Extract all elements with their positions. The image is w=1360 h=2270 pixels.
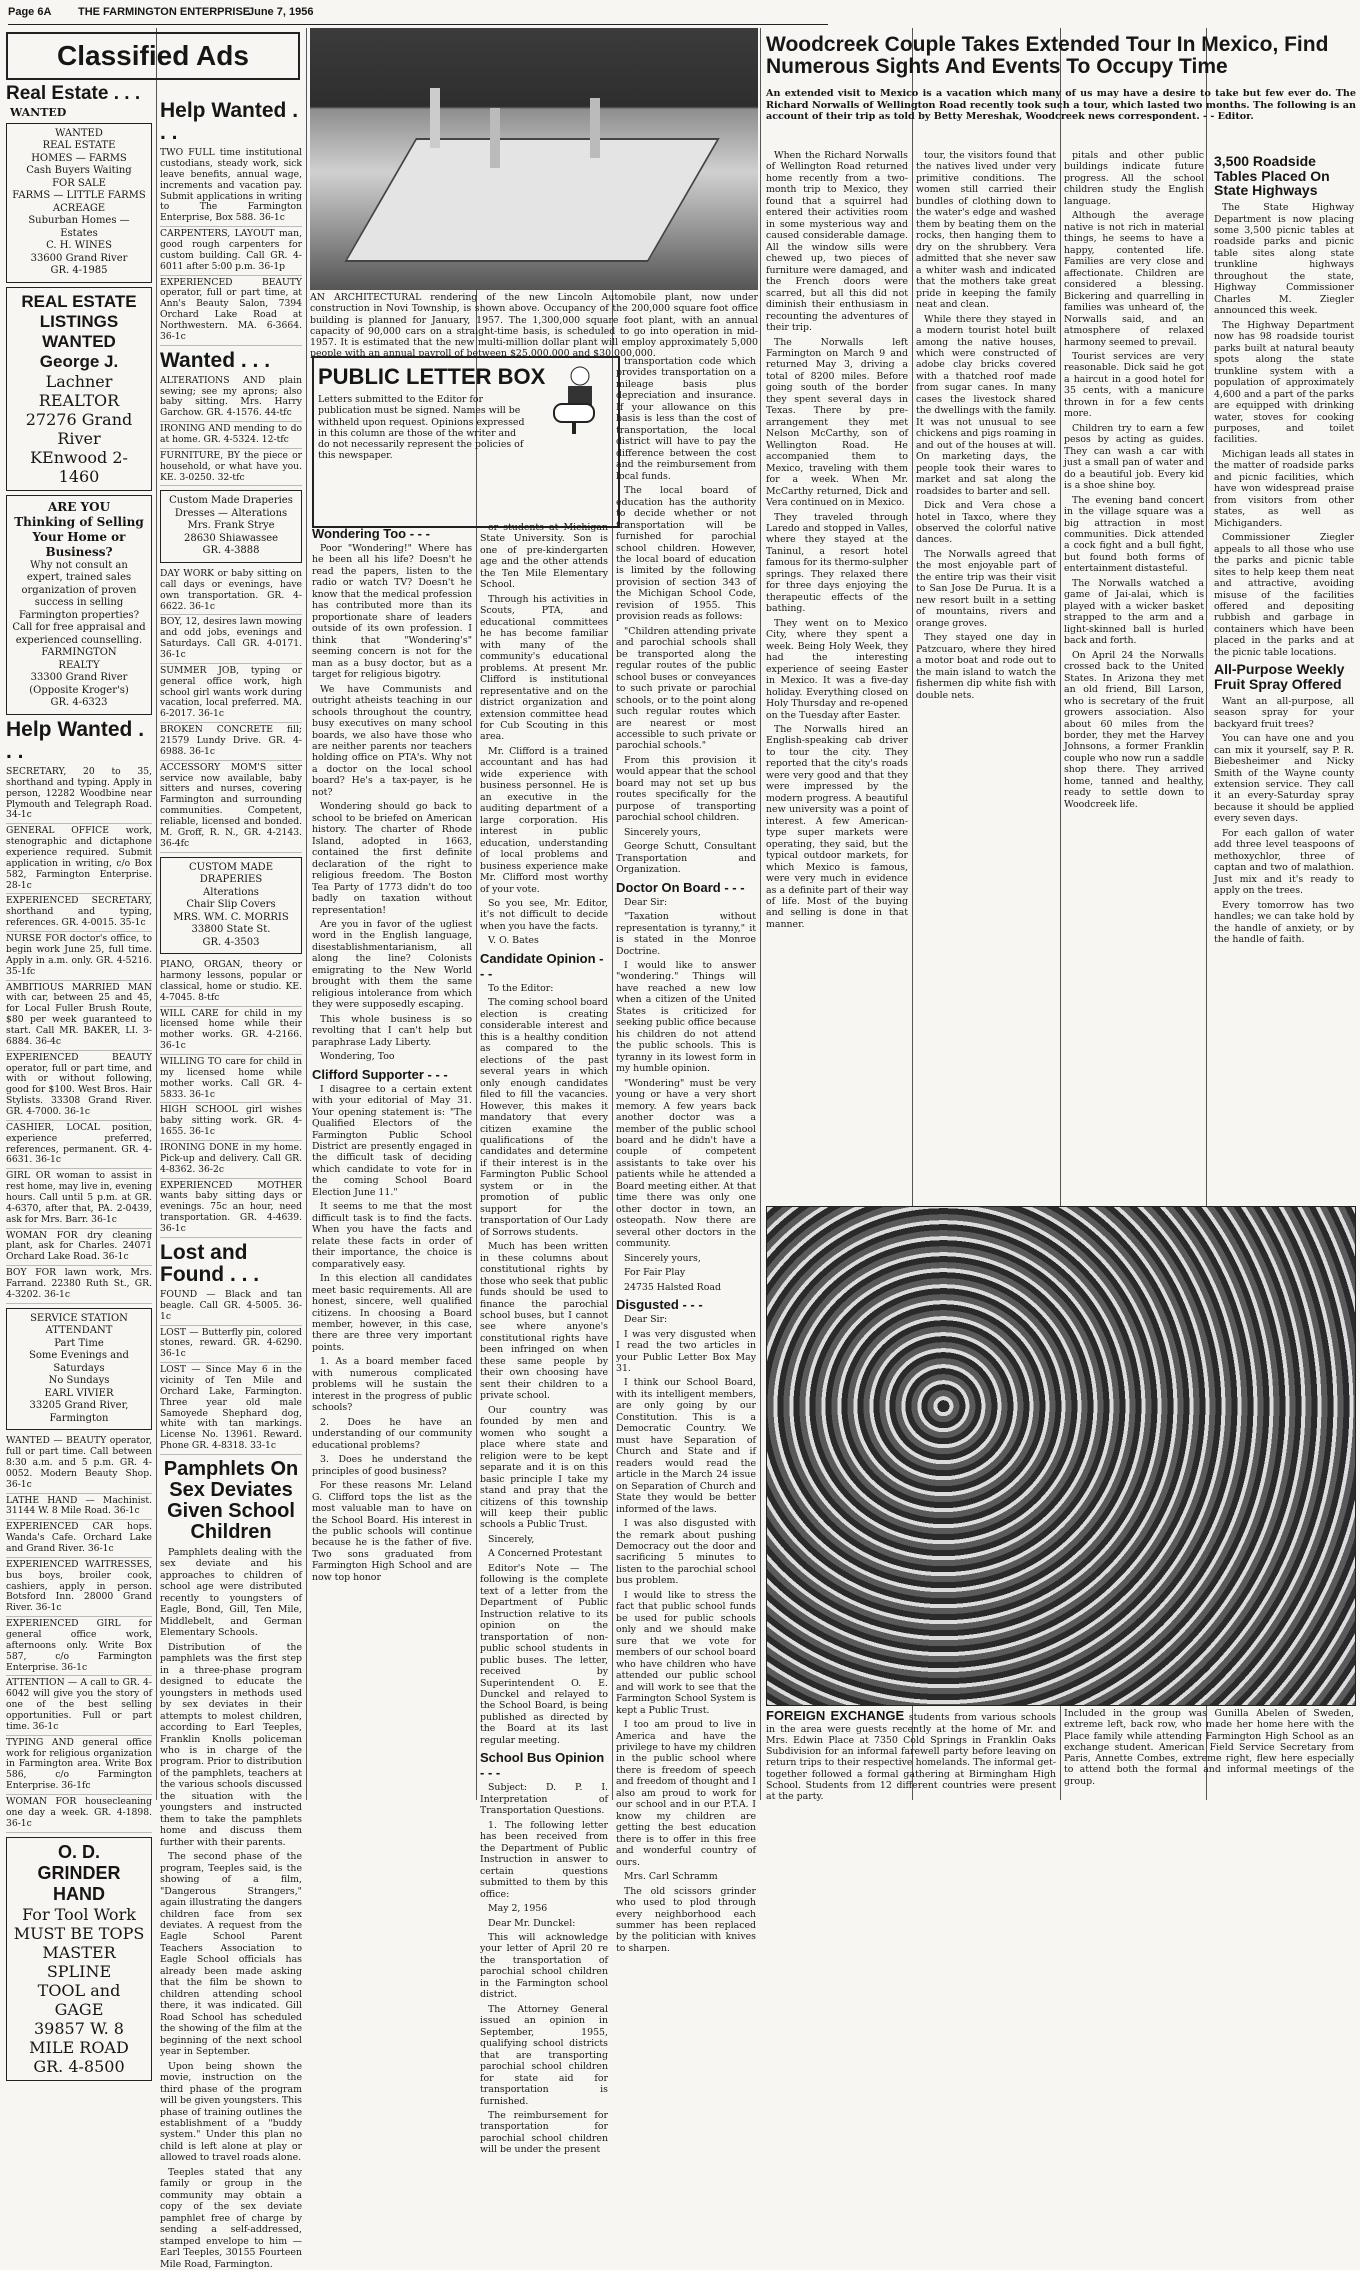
classified-ad: HIGH SCHOOL girl wishes baby sitting work. GR. 4-1655. 36-1c	[160, 1103, 302, 1141]
classified-ad: TYPING AND general office work for religious organization in Farmington area. Write Box 586, c/o Farmington Enterprise. 36-1fc	[6, 1736, 152, 1795]
ad-line: Mrs. Frank Stryе	[187, 520, 275, 532]
paragraph: "Children attending private and parochial schools shall be transported along the regular routes of the public school buses or conveyances to such private or parochial schools, or to the point along such regular routes which are nearest or most accessible to such private or parochial schools."	[616, 625, 756, 752]
paragraph: Dick and Vera chose a hotel in Taxco, where they observed the colorful native dances.	[916, 500, 1056, 546]
ad-line: 28630 Shiawassee	[183, 532, 279, 544]
paragraph: transportation code which provides transportation on a mileage basis plus depreciation and insurance. If your allowance on this basis is less than the cost of transportation, the local district will have to pay the difference between the cost and the reimbursement from local funds.	[616, 356, 756, 482]
mailbox-icon	[546, 364, 612, 434]
paragraph: Sincerely yours,	[624, 1252, 701, 1264]
classified-ad: ACCESSORY MOM'S sitter service now available, baby sitters and nurses, covering Farmington and surrounding communities. Competent, reliable, licensed and bonded. M. Groff, R. N., GR. 4-2143. 36-4fc	[160, 761, 302, 853]
issue-date: June 7, 1956	[248, 6, 314, 18]
classified-ad: LOST — Since May 6 in the vicinity of Ten Mile and Orchard Lake, Farmington. Three year old male Samoyede Shephard dog, white with tan markings. License No. 13961. Reward. Phone GR. 4-8318. 33-1c	[160, 1363, 302, 1455]
ad-line: Part Time	[54, 1337, 104, 1349]
paragraph: I was very disgusted when I read the two articles in your Public Letter Box May 31.	[616, 1328, 756, 1374]
help-wanted-list-left-2	[6, 1434, 152, 1832]
paragraph: The Attorney General issued an opinion in September, 1955, qualifying school districts that are transporting parochial school children for state aid for transportation is furnished.	[480, 2003, 608, 2107]
classified-ad: EXPERIENCED BEAUTY operator, full or part time, at Ann's Beauty Salon, 7394 Orchard Lake Road at Northwestern. MA. 6-3664. 36-1c	[160, 276, 302, 346]
paragraph: Want an all-purpose, all season spray for your backyard fruit trees?	[1214, 695, 1354, 730]
ad-line: FARMINGTON	[41, 647, 117, 659]
clifford-body	[312, 1084, 472, 1584]
paragraph: To the Editor:	[488, 982, 554, 994]
paragraph: V. O. Bates	[488, 935, 539, 947]
bus-title: School Bus Opinion - - -	[480, 1750, 605, 1781]
ad-line: SERVICE STATION	[30, 1312, 128, 1324]
paragraph: The Norwalls watched a game of Jai-alai, which is played with a wicker basket strapped to the arm and a light-skinned ball is hurled back and forth.	[1064, 577, 1204, 647]
classified-ad: EXPERIENCED GIRL for general office work, afternoons only. Write Box 587, c/o Farmington Enterprise. 36-1c	[6, 1617, 152, 1676]
help-wanted-header-left: Help Wanted . . .	[6, 717, 145, 763]
paragraph: I too am proud to live in America and have the privilege to have my children in the public school where there is freedom of speech and freedom of thought and I also am proud to work for our school and in our P.T.A. I know my children are getting the best education there is to offer in this free and wonderful country of ours.	[616, 1719, 756, 1868]
classified-ad: NURSE FOR doctor's office, to begin work June 25, full time. Apply in a.m. only. GR. 4-5216. 35-1fc	[6, 932, 152, 980]
ad-line: REAL ESTATE	[42, 140, 116, 152]
classified-ad: IRONING DONE in my home. Pick-up and delivery. Call GR. 4-8362. 36-2c	[160, 1141, 302, 1179]
doctor-body	[616, 897, 756, 1293]
paper-name: THE FARMINGTON ENTERPRISE	[78, 6, 251, 18]
paragraph: The evening band concert in the village square was a big attraction in most communities. Dick attended a cock fight and a bull fight, but found both forms of entertainment distasteful.	[1064, 494, 1204, 575]
doctor-title: Doctor On Board - - -	[616, 879, 745, 895]
ad-line: 39857 W. 8 MILE ROAD	[29, 2018, 129, 2057]
classified-ad: ATTENTION — A call to GR. 4-6042 will give you the story of one of the best selling opportunities. Full or part time. 36-1c	[6, 1676, 152, 1735]
paragraph: Editor's Note — The following is the complete text of a letter from the Department of Public Instruction relative to its opinion on the transportation of non-public school students in public buses. The letter, received by Superintendent O. E. Dunckel and relayed to the School Board, is being published as directed by the Board at its last regular meeting.	[480, 1562, 608, 1746]
morris-draperies-ad	[160, 857, 302, 955]
ad-line: For Tool Work	[22, 1904, 136, 1924]
ad-line: 33600 Grand River	[30, 252, 128, 264]
ad-line: REALTY	[58, 659, 100, 671]
foreign-exchange-caption-1	[766, 1708, 1056, 1803]
paragraph: 2. Does he have an understanding of our community educational problems?	[312, 1416, 472, 1451]
paragraph: I would like to stress the fact that public school funds be used for public schools only and we should make sure that we vote for members of our school board who have children who have attended our public school and will work to see that the Farmington School System is kept a Public Trust.	[616, 1589, 756, 1716]
help-wanted-header-right: Help Wanted . . .	[160, 99, 299, 145]
paragraph: A Concerned Protestant	[488, 1548, 603, 1560]
classified-ad: EXPERIENCED SECRETARY, shorthand and typing, references. GR. 4-0015. 35-1c	[6, 894, 152, 932]
paragraph: They stayed one day in Patzcuaro, where they hired a motor boat and rode out to the main island to watch the fishermen dip white fish with double nets.	[916, 632, 1056, 701]
wanted-list-3	[160, 958, 302, 1238]
classified-ad: SUMMER JOB, typing or general office work, high school girl wants work during vacation, local preferred. MA. 6-2017. 36-1c	[160, 664, 302, 723]
paragraph: The coming school board election is creating considerable interest and this is a healthy condition as compared to the elections of the past several years in which only enough candidates filed to fill the vacancies. However, this makes it mandatory that every citizen examine the qualifications of the candidates and determine if their interest is in the Farmington Public School system or in the promotion of public support for the transportation of Our Lady of Sorrows students.	[480, 997, 608, 1238]
foreign-exchange-caption-2: Included in the group was Gunilla Abelen of Sweden, extreme left, back row, who made her home here with the Place family while attending Farmington High School as an exchange student. American Field Service Secretary from Paris, Annette Combes, extreme right, flew here especially to attend both the formal and informal meetings of the group.	[1064, 1708, 1354, 1787]
paragraph: For these reasons Mr. Leland G. Clifford tops the list as the most valuable man to have on the School Board. His interest in the public schools will continue because he is the father of five. Two sons graduated from Farmington High School and are now top honor	[312, 1480, 472, 1583]
classified-ad: TWO FULL time institutional custodians, steady work, sick leave benefits, annual wage, increments and vacation pay. Submit applications in writing to The Farmington Enterprise, Box 588. 36-1c	[160, 146, 302, 227]
classified-ad: FURNITURE, BY the piece or household, or what have you. KE. 3-0250. 32-tfc	[160, 449, 302, 487]
ad-line: 33800 State St.	[191, 924, 271, 936]
page-number: Page 6A	[8, 6, 52, 18]
wines-ad	[6, 123, 152, 283]
paragraph: The State Highway Department is now placing some 3,500 picnic tables at roadside parks and picnic table sites along state trunkline highways throughout the state, Highway Commissioner Charles M. Ziegler announced this week.	[1214, 202, 1354, 317]
ad-line: Cash Buyers Waiting	[26, 165, 132, 177]
woodcreek-col-2	[916, 150, 1056, 1200]
ad-line: Lachner	[45, 371, 113, 391]
ad-line: Suburban Homes — Estates	[28, 215, 130, 239]
paragraph: I think our School Board, with its intelligent members, are only going by our Constitution. This is a Democratic Country. We must have Separation of Church and State and if readers would read the article in the March 24 issue on Separation of Church and State they would be better informed of the laws.	[616, 1377, 756, 1515]
letter-box-title: PUBLIC LETTER BOX	[318, 364, 546, 389]
classified-title: Classified Ads	[6, 32, 300, 80]
paragraph: The local board of education has the authority to decide whether or not transportation will be furnished for parochial school children. However, the local board of education is limited by the following provision of section 343 of the Michigan School Code, revision of 1955. This provision reads as follows:	[616, 485, 756, 623]
wanted-list-2	[160, 567, 302, 853]
ad-line: Thinking of Selling	[14, 514, 144, 529]
paragraph: In this election all candidates meet basic requirements. All are honest, sincere, well qualified citizens. In choosing a Board member, however, in this case, there are three very important points.	[312, 1273, 472, 1353]
wanted-header: Wanted . . .	[160, 348, 271, 372]
paragraph: The second phase of the program, Teeples said, is the showing of a film, "Dangerous Strangers," again illustrating the dangers children face from sex deviates. A request from the Eagle School Parent Teachers Association to Eagle School officials has already been made asking that the film be shown to children attending school there, it was indicated. Gill Road School has scheduled the showing of the film at the beginning of the next school year in September.	[160, 1851, 302, 2058]
help-wanted-list-right	[160, 146, 302, 346]
bus-body	[480, 1782, 608, 2156]
paragraph: From this provision it would appear that the school board may not set up bus routes specifically for the purpose of transporting parochial school children.	[616, 754, 756, 824]
strye-draperies-ad	[160, 490, 302, 563]
paragraph: Wondering should go back to school to be briefed on American history. The charter of Rhode Island, adopted in 1663, contained the first definite declaration of the right to religious freedom. The Boston Tea Party of 1773 didn't do too badly on taxation without representation!	[312, 801, 472, 916]
ad-line: GR. 4-3503	[202, 936, 260, 948]
classified-ad: WILL CARE for child in my licensed home while their mother works. GR. 4-2166. 36-1c	[160, 1007, 302, 1055]
ad-line: WANTED	[55, 127, 103, 139]
letters-column-3	[616, 356, 756, 1954]
paragraph: On April 24 the Norwalls crossed back to the United States. In Arizona they met an old friend, Bill Larson, who is secretary of the fruit growers association. Also about 60 miles from the border, they met the Harvey Johnsons, a former Franklin couple who now run a saddle shop there. They arrived home, tanned and healthy, ready to settle down to Woodcreek life.	[1064, 649, 1204, 810]
paragraph: pitals and other public buildings indicate future progress. All the school children study the English language.	[1064, 150, 1204, 207]
paragraph: Upon being shown the movie, instruction on the third phase of the program will be given youngsters. This phase of training outlines the establishment of a "buddy system." Under this plan no child is left alone at play or allowed to travel roads alone.	[160, 2060, 302, 2164]
paragraph: 3. Does he understand the principles of good business?	[312, 1454, 472, 1477]
classified-ad: CARPENTERS, LAYOUT man, good rough carpenters for custom building. Call GR. 4-6011 after 5:00 p.m. 36-1p	[160, 227, 302, 275]
ad-line: LISTINGS	[39, 311, 119, 331]
ad-line: HOMES — FARMS	[31, 152, 127, 164]
ad-line: 33205 Grand River, Farmington	[29, 1400, 129, 1424]
classified-ad: ALTERATIONS AND plain sewing; see my aprons; also baby sitting. Mrs. Harry Garchow. GR. 4-1576. 44-tfc	[160, 374, 302, 422]
classified-ad: WANTED — BEAUTY operator, full or part time. Call between 8:30 a.m. and 5 p.m. GR. 4-0052. Modern Beauty Shop. 36-1c	[6, 1434, 152, 1493]
paragraph: Children try to earn a few pesos by acting as guides. They can wash a car with just a small pan of water and do a beautiful job. Every kid is a shoe shine boy.	[1064, 422, 1204, 492]
paragraph: May 2, 1956	[488, 1903, 548, 1915]
ad-line: O. D.	[57, 1841, 100, 1862]
paragraph: Sincerely yours,	[624, 826, 701, 838]
ad-line: GR. 4-8500	[33, 2056, 125, 2076]
ad-line: George J.	[39, 351, 119, 371]
service-station-ad	[6, 1308, 152, 1431]
paragraph: Subject: D. P. I. Interpretation of Transportation Questions.	[480, 1782, 608, 1817]
grinder-ad	[6, 1837, 152, 2081]
candidate-body	[480, 983, 608, 1746]
ad-line: Some Evenings and Saturdays	[29, 1350, 129, 1374]
paragraph: It seems to me that the most difficult task is to find the facts. When you have the facts and relate these facts in order of their importance, the choice is comparatively easy.	[312, 1201, 472, 1270]
ad-line: MUST BE TOPS	[13, 1923, 145, 1943]
paragraph: "Wondering" must be very young or have a very short memory. A few years back another doctor was a member of the public school board and he didn't have a couple of competent assistants to take over his patients while he attended a Board meeting either. At that time there was only one other doctor in town, an osteopath. Now there are several other doctors in the community.	[616, 1077, 756, 1250]
paragraph: Every tomorrow has two handles; we can take hold by the handle of anxiety, or by the handle of faith.	[1214, 899, 1354, 946]
paragraph: While there they stayed in a modern tourist hotel built among the native houses, which were constructed of adobe clay bricks covered with a thatched roof made from sugar canes. In many cases the livestock shared the dwellings with the family. It was not unusual to see chickens and pigs roaming in and out of the houses at will. On marketing days, the people took their wares to market and sat along the roadsides to barter and sell.	[916, 313, 1056, 497]
paragraph: Dear Sir:	[624, 896, 668, 908]
roadside-headline: 3,500 Roadside Tables Placed On State Highways	[1214, 153, 1330, 199]
paragraph: Poor "Wondering!" Where has he been all his life? Doesn't he read the papers, listen to the radio or watch TV? Doesn't he know that the medical profession has contributed more than its proportionate share of leaders outside of its own profession. I think that "Wondering's" seeming concern is not for the man as a busy doctor, but as a target for religious bigotry.	[312, 543, 472, 681]
paragraph: For Fair Play	[624, 1267, 686, 1279]
woodcreek-col-1	[766, 150, 908, 1200]
lachner-ad	[6, 287, 152, 491]
paragraph: Commissioner Ziegler appeals to all those who use the parks and picnic table sites to help keep them neat and attractive, avoiding misuse of the facilities offered and depositing rubbish and garbage in containers which have been placed in the parks and at the picnic table locations.	[1214, 532, 1354, 658]
pamphlets-headline: Pamphlets On Sex Deviates Given School Children	[163, 1458, 299, 1543]
paragraph: George Schutt, Consultant Transportation and Organization.	[616, 841, 756, 876]
paragraph: You can have one and you can mix it yourself, say P. R. Biebesheimer and Nicky Smith of the Wayne county extension service. They call it an every-Saturday spray because it should be applied every seven days.	[1214, 733, 1354, 825]
paragraph: For each gallon of water add three level teaspoons of methoxychlor, three of captan and two of malathion. Just mix and it's ready to apply on the trees.	[1214, 827, 1354, 897]
ad-line: TOOL and GAGE	[37, 1980, 121, 2019]
ad-line: MRS. WM. C. MORRIS	[173, 911, 289, 923]
ad-line: REAL ESTATE	[21, 291, 137, 311]
ad-line: 27276 Grand River	[25, 409, 133, 448]
classified-ad: WILLING TO care for child in my licensed home while mother works. Call GR. 4-5833. 36-1c	[160, 1055, 302, 1103]
ad-line: FOR SALE	[52, 177, 106, 189]
classified-ad: LATHE HAND — Machinist. 31144 W. 8 Mile Road. 36-1c	[6, 1494, 152, 1521]
help-wanted-list-left	[6, 765, 152, 1304]
classified-ad: SECRETARY, 20 to 35, shorthand and typing. Apply in person, 12282 Woodbine near Plymouth and Telegraph Road. 34-1c	[6, 765, 152, 824]
classified-ad: GENERAL OFFICE work, stenographic and dictaphone experience required. Submit application in writing, c/o Box 582, Farmington Enterprise. 28-1c	[6, 824, 152, 894]
ad-line: GR. 4-6323	[50, 697, 108, 709]
paragraph: Although the average native is not rich in material things, he seems to have a happy, contented life. Families are very close and affectionate. Children are considered a blessing. Bickering and quarrelling in families was unheard of, the Norwalls said, and an atmosphere of relaxed harmony seemed to prevail.	[1064, 210, 1204, 348]
wondering-title: Wondering Too - - -	[312, 526, 430, 541]
paragraph: The reimbursement for transportation for parochial school children will be under the present	[480, 2110, 608, 2156]
ad-line: Alterations	[203, 886, 259, 898]
paragraph: Mr. Clifford is a trained accountant and has had wide experience with business personnel. He is an executive in the auditing department of a large corporation. His interest in public education, understanding of local problems and business experience make Mr. Clifford most worthy of your vote.	[480, 745, 608, 895]
classified-ad: BOY FOR lawn work, Mrs. Farrand. 22380 Ruth St., GR. 4-3202. 36-1c	[6, 1266, 152, 1304]
ad-line: WANTED	[42, 331, 116, 351]
paragraph: 24735 Halsted Road	[624, 1281, 721, 1293]
wanted-list	[160, 374, 302, 487]
paragraph: Distribution of the pamphlets was the first step in a three-phase program designed to educate the youngsters in methods used by sex deviates in their attempts to molest children, according to Earl Teeples, Franklin Knolls policeman who is in charge of the program. Prior to distribution of the pamphlets, teachers at the various schools discussed the situation with the youngsters and instructed them to take the pamphlets home and discuss them further with their parents.	[160, 1641, 302, 1848]
classified-ad: CASHIER, LOCAL position, experience preferred, references, permanent. GR. 4-6631. 36-1c	[6, 1121, 152, 1169]
paragraph: 1. As a board member faced with numerous complicated problems will he sustain the interest in the progress of public schools?	[312, 1356, 472, 1414]
woodcreek-intro: An extended visit to Mexico is a vacation which many of us may have a desire to take but few ever do. The Richard Norwalls of Wellington Road recently took such a tour, which lasted two months. The following is an account of their trip as told by Betty Mereshak, Woodcreek news correspondent. - - Editor.	[766, 88, 1356, 123]
students-body	[480, 522, 608, 947]
ad-line: FARMS — LITTLE FARMS	[12, 190, 146, 202]
paragraph: Dear Mr. Dunckel:	[488, 1917, 576, 1929]
ad-line: Custom Made Draperies	[169, 495, 293, 507]
paragraph: I would like to answer "wondering." Things will have reached a new low when a citizen of the United States is criticized for seeking public office because his children do not attend the public schools. This is tyranny in its lowest form in my humble opinion.	[616, 959, 756, 1075]
architectural-caption: AN ARCHITECTURAL rendering of the new Lincoln Automobile plant, now under construction in Novi Township, is shown above. Occupancy of the 200,000 square foot office building is planned for January, 1957. The 1,300,000 square foot plant, with an annual capacity of 90,000 cars on a straight-time basis, is scheduled to go into operation in mid-1957. It is estimated that the new multi-million dollar plant will employ approximately 5,000 people with an annual payroll of between $25,000,000 and $30,000,000.	[310, 292, 758, 360]
pamphlets-body	[160, 1547, 302, 2270]
classified-ad: EXPERIENCED BEAUTY operator, full or part time, and with or without following, good for $100. West Bros. Hair Stylists. 33308 Grand River. GR. 4-7000. 36-1c	[6, 1051, 152, 1121]
paragraph: Our country was founded by men and women who sought a place where state and religion were to be kept separate and it is on this basic principle I take my stand and pray that the citizens of this township will keep their public schools a Public Trust.	[480, 1404, 608, 1531]
paragraph: Dear Sir:	[624, 1314, 668, 1326]
ad-line: GR. 4-3888	[202, 545, 260, 557]
paragraph: I was also disgusted with the remark about pushing Democracy out the door and sacrificing 5 minutes to listen to the parochial school bus problem.	[616, 1518, 756, 1587]
ad-line: HAND	[53, 1883, 105, 1904]
classified-ad: BOY, 12, desires lawn mowing and odd jobs, evenings and Saturdays. Call GR. 4-0171. 36-1c	[160, 615, 302, 663]
ad-line: (Opposite Kroger's)	[29, 684, 129, 696]
classified-ad: EXPERIENCED CAR hops. Wanda's Cafe. Orchard Lake and Grand River. 36-1c	[6, 1520, 152, 1558]
classified-ad: DAY WORK or baby sitting on call days or evenings, have own transportation. GR. 4-6622. 36-1c	[160, 567, 302, 615]
paragraph: We have Communists and outright atheists teaching in our schools throughout the country, busy executives on many school boards, we also have those who are neither parents nor teachers holding office on PTA's. Why not a doctor on the local school board? He's a tax-payer, is he not?	[312, 683, 472, 798]
ad-line: 33300 Grand River	[30, 672, 128, 684]
paragraph: Teeples stated that any family or group in the community may obtain a copy of the sex deviate pamphlet free of charge by sending a self-addressed, stamped envelope to him — Earl Teeples, 30155 Fourteen Mile Road, Farmington.	[160, 2166, 302, 2270]
public-letter-box	[312, 356, 620, 528]
paragraph: They went on to Mexico City, where they spent a week. Being Holy Week, they had the interesting experience of seeing Easter in Mexico. It was a five-day holiday. Everything closed on Holy Thursday and re-opened on the Tuesday after Easter.	[766, 617, 908, 721]
foreign-caption-bold: FOREIGN EXCHANGE	[766, 1708, 905, 1723]
fruitspray-headline: All-Purpose Weekly Fruit Spray Offered	[1214, 661, 1345, 693]
paragraph: Tourist services are very reasonable. Dick said he got a haircut in a good hotel for 35 cents, with a manicure thrown in for a few cents more.	[1064, 350, 1204, 420]
classified-ad: EXPERIENCED WAITRESSES, bus boys, broiler cook, cashiers, apply in person. Botsford Inn. 28000 Grand River. 36-1c	[6, 1558, 152, 1617]
paragraph: Pamphlets dealing with the sex deviate and his approaches to children of school age were distributed recently to youngsters of Eagle, Bond, Gill, Ten Mile, Middlebelt, and German Elementary Schools.	[160, 1547, 302, 1639]
classified-ad: FOUND — Black and tan beagle. Call GR. 4-5005. 36-1c	[160, 1288, 302, 1326]
letters-column-2	[480, 522, 608, 2156]
ad-line: ATTENDANT	[45, 1325, 113, 1337]
paragraph: Wondering, Too	[320, 1051, 395, 1063]
classified-ad: WOMAN FOR dry cleaning plant, ask for Charles. 24071 Orchard Lake Road. 36-1c	[6, 1229, 152, 1267]
ad-line: No Sundays	[48, 1375, 110, 1387]
classified-ad: EXPERIENCED MOTHER wants baby sitting days or evenings. 75c an hour, need transportation. GR. 4-4639. 36-1c	[160, 1179, 302, 1238]
real-estate-header: Real Estate . . .	[6, 83, 141, 104]
ad-line: Your Home or	[32, 529, 126, 544]
candidate-title: Candidate Opinion - - -	[480, 950, 604, 981]
classified-ad: WOMAN FOR housecleaning one day a week. GR. 4-1898. 36-1c	[6, 1795, 152, 1833]
classified-ad: AMBITIOUS MARRIED MAN with car, between 25 and 45, for Local Fuller Brush Route, $80 per week guaranteed to start. Call MR. BAKER, LI. 3-6884. 36-4c	[6, 981, 152, 1051]
ad-line: Chair Slip Covers	[186, 899, 276, 911]
ad-line: ACREAGE	[52, 202, 106, 214]
foreign-caption-text: students from various schools in the area were guests recently at the home of Mr. and Mrs. Edwin Place at 7350 Cold Springs in Franklin Oaks Subdivision for an informal farewell party before leaving on return trips to their respective homelands. The informal get-together followed a formal gathering at Birmingham High School. Students from 12 different countries were present at the party.	[766, 1712, 1057, 1803]
paragraph: "Taxation without representation is tyranny," it is stated in the Monroe Doctrine.	[616, 911, 756, 957]
lost-found-header: Lost and Found . . .	[160, 1240, 260, 1286]
classified-column-2	[160, 96, 302, 2270]
real-estate-sub: WANTED	[10, 105, 67, 119]
foreign-exchange-photo	[766, 1206, 1356, 1706]
ad-line: REALTOR	[38, 390, 120, 410]
classified-ad: LOST — Butterfly pin, colored stones, reward. GR. 4-6290. 36-1c	[160, 1326, 302, 1364]
masthead	[8, 6, 828, 25]
paragraph: The Norwalls left Farmington on March 9 and returned May 3, driving a total of 8200 miles. Before going south of the border they spent several days in Texas. There by pre-arrangement they met Nelson McCarthy, son of Wellington Road. He accompanied them to Mexico, traveling with them for a week. When Mr. McCarthy returned, Dick and Vera continued on in Mexico.	[766, 336, 908, 509]
letter-box-intro: Letters submitted to the Editor for publication must be signed. Names will be withheld upon request. Opinions expressed in this column are those of the writer and do not necessarily represent the policies of this newspaper.	[318, 394, 525, 462]
ad-line: GR. 4-1985	[50, 265, 108, 277]
paragraph: Much has been written in these columns about constitutional rights by those who seek that public funds should be used to finance the parochial school buses, but I cannot see where anyone's constitutional rights have been infringed on when these same people by their own choosing have sent their children to a private school.	[480, 1241, 608, 1402]
paragraph: Through his activities in Scouts, PTA, and educational committees he has become familiar with many of the community's educational problems. At present Mr. Clifford is institutional representative and on the district organization and extension committee head for Cub Scouting in this area.	[480, 593, 608, 743]
ad-line: MASTER SPLINE	[42, 1942, 116, 1981]
paragraph: The Highway Department now has 98 roadside tourist parks built at natural beauty spots along the state trunkline system with a population of approximately 4,600 and a part of the parks are equipped with drinking water, stoves for cooking purposes, and toilet facilities.	[1214, 319, 1354, 446]
clifford-title: Clifford Supporter - - -	[312, 1066, 448, 1082]
paragraph: This will acknowledge your letter of April 20 re the transportation of parochial school children in the Farmington school district.	[480, 1931, 608, 2001]
paragraph: Mrs. Carl Schramm	[624, 1871, 718, 1883]
transport-body	[616, 356, 756, 876]
disgusted-body	[616, 1314, 756, 1954]
ad-line: KEnwood 2-1460	[30, 447, 128, 486]
lost-found-list	[160, 1288, 302, 1455]
lincoln-plant-rendering	[310, 28, 758, 290]
paragraph: The Norwalls agreed that the most enjoyable part of the entire trip was their visit to San Jose De Purua. It is a new resort built in a setting of mountains, rivers and orange groves.	[916, 548, 1056, 629]
paragraph: This whole business is so revolting that I can't help but paraphrase Lady Liberty.	[312, 1013, 472, 1048]
paragraph: They traveled through Laredo and stopped in Valles, where they stayed at the Taninul, a resort hotel famous for its thermo-sulpher springs. They relaxed there for three days enjoying the therapeutic effects of the bathing.	[766, 511, 909, 615]
wondering-body	[312, 543, 472, 1063]
ad-line: EARL VIVIER	[44, 1387, 114, 1399]
paragraph: 1. The following letter has been received from the Department of Public Instruction in answer to certain questions submitted to them by this office:	[480, 1819, 608, 1900]
ad-line: Business?	[45, 544, 113, 559]
classified-ad: GIRL OR woman to assist in rest home, may live in, evening hours. Call until 5 p.m. at GR. 4-6370, after that, PA. 2-0439, ask for Mrs. Barr. 36-1c	[6, 1169, 152, 1228]
paragraph: The Norwalls hired an English-speaking cab driver to tour the city. They reported that the city's roads were very good and that they were impressed by the modern progress. A beautiful new university was a point of interest. A few American-type super markets were operating, they said, but the typical outdoor markets, for which Mexico is famous, were very much in evidence as a definite part of their way of life. Most of the buying and selling is done in that manner.	[766, 723, 908, 930]
classified-ad: BROKEN CONCRETE fill; 21579 Lundy Drive. GR. 4-6988. 36-1c	[160, 723, 302, 761]
paragraph: I disagree to a certain extent with your editorial of May 31. Your opening statement is: "The Qualified Electors of the Farmington Public School District are presently engaged in the difficult task of deciding which candidate to vote for in the coming School Board Election June 11."	[312, 1083, 472, 1198]
disgusted-title: Disgusted - - -	[616, 1297, 703, 1313]
paragraph: tour, the visitors found that the natives lived under very primitive conditions. The women still carried their bundles of clothing down to the water's edge and washed them by beating them on the rocks, then hanging them to dry on the shrubbery. Vera admitted that she never saw a whiter wash and indicated that the mothers take great pride in keeping the family neat and clean.	[916, 150, 1056, 311]
classified-ad: PIANO, ORGAN, theory or harmony lessons, popular or classical, home or studio. KE. 4-7045. 8-tfc	[160, 958, 302, 1006]
woodcreek-headline: Woodcreek Couple Takes Extended Tour In Mexico, Find Numerous Sights And Events To Occupy Time	[766, 33, 1329, 79]
letters-column-1	[312, 522, 472, 1800]
classified-ad: IRONING AND mending to do at home. GR. 4-5324. 12-tfc	[160, 422, 302, 449]
farmington-realty-ad	[6, 495, 152, 715]
paragraph: Are you in favor of the ugliest word in the English language, disestablishmentarianism, all along the line? Colonists emigrating to the New World brought with them the same religious intolerance from which they were supposedly escaping.	[312, 919, 472, 1011]
ad-line: ARE YOU	[47, 499, 111, 514]
paragraph: When the Richard Norwalls of Wellington Road returned home recently from a two-month trip to Mexico, they found that a squirrel had entered their activities room in some mysterious way and caused considerable damage. All the window sills were chewed up, two pieces of furniture were damaged, and the French doors were scarred, but all this did not diminish their enthusiasm in recounting the adventures of their trip.	[766, 150, 908, 334]
ad-line: Dresses — Alterations	[174, 507, 288, 519]
paragraph: The old scissors grinder who used to plod through every neighborhood each summer has been replaced by the politician with knives to sharpen.	[616, 1885, 756, 1954]
paragraph: Michigan leads all states in the matter of roadside parks and picnic facilities, which have won widespread praise from visitors from other states, as well as Michiganders.	[1214, 448, 1354, 529]
ad-line: CUSTOM MADE DRAPERIES	[189, 861, 273, 886]
ad-line: Why not consult an expert, trained sales organization of proven success in selling Farmington properties? Call for free appraisal and experienced counselling.	[12, 559, 146, 646]
paragraph: or students at Michigan State University. Son is one of pre-kindergarten age and the other attends the Ten Mile Elementary School.	[480, 522, 608, 591]
paragraph: So you see, Mr. Editor, it's not difficult to decide when you have the facts.	[480, 898, 608, 932]
paragraph: Sincerely,	[488, 1533, 535, 1545]
woodcreek-col-3	[1064, 150, 1354, 1200]
ad-line: C. H. WINES	[46, 240, 112, 252]
ad-line: GRINDER	[37, 1862, 121, 1883]
